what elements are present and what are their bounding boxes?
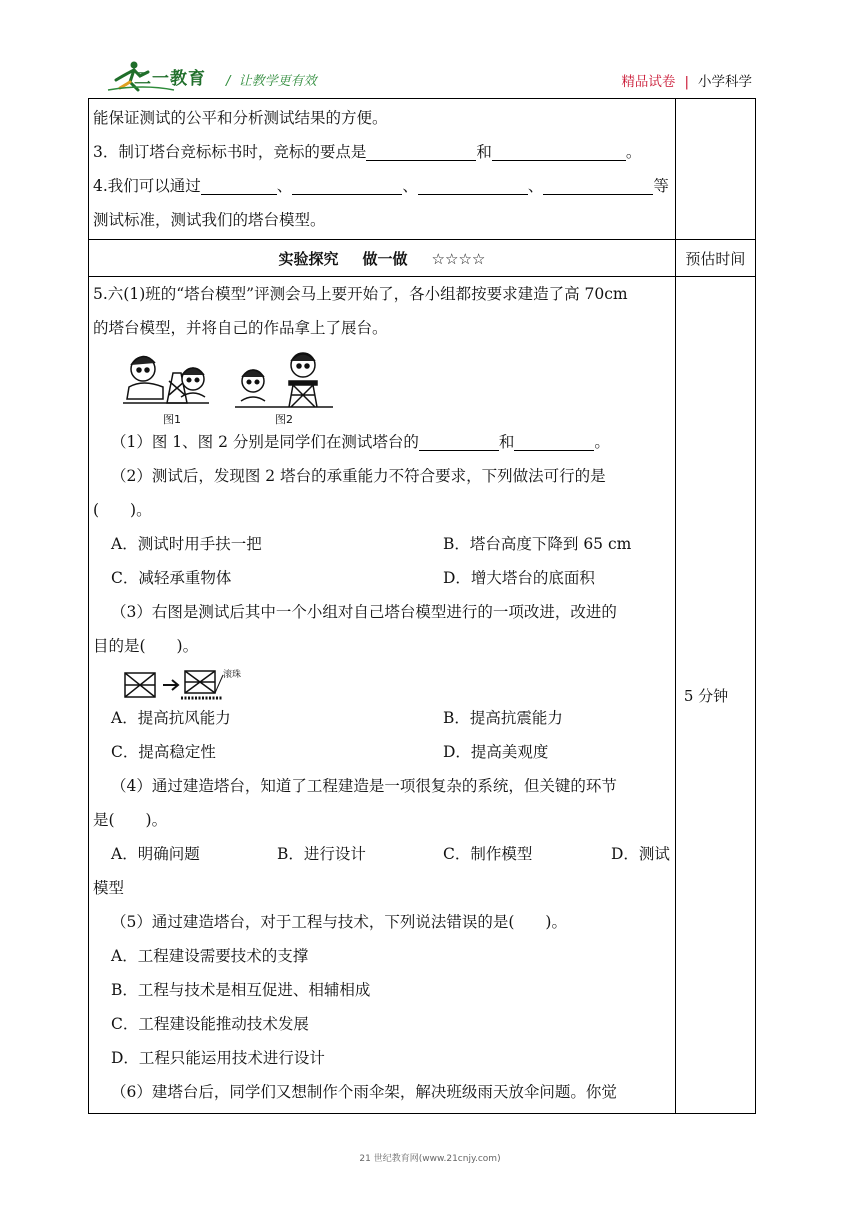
question-5-cell <box>89 277 676 1114</box>
answer-blank[interactable] <box>418 176 528 195</box>
ball-bearing-label: 滚珠 <box>223 670 242 680</box>
q5-part-3-options-cd <box>93 735 665 769</box>
answer-blank[interactable] <box>543 176 653 195</box>
option-a[interactable]: A．测试时用手扶一把 <box>111 535 262 553</box>
question-4: 4.我们可以通过 、 、 、 等 <box>93 177 669 195</box>
brand-label: 精品试卷 <box>621 74 676 90</box>
q5-part-3-options-ab <box>93 701 665 735</box>
question-3: 3．制订塔台竞标标书时，竞标的要点是 和 。 <box>93 143 642 161</box>
q5-part-2: （2）测试后，发现图 2 塔台的承重能力不符合要求，下列做法可行的是 <box>111 467 606 485</box>
q5-part-2-cont: ( )。 <box>93 501 152 519</box>
worksheet-table <box>88 98 756 1114</box>
top-time-cell <box>675 99 755 240</box>
subject-label: 小学科学 <box>698 74 752 90</box>
time-header: 预估时间 <box>675 240 755 277</box>
answer-blank[interactable] <box>292 176 402 195</box>
top-content-cell <box>89 99 676 240</box>
continued-text: 能保证测试的公平和分析测试结果的方便。 <box>93 109 388 127</box>
header-right <box>621 70 752 90</box>
answer-blank[interactable] <box>419 432 499 451</box>
option-c[interactable]: C．提高稳定性 <box>111 743 216 761</box>
section-header-row <box>89 240 756 277</box>
option-b[interactable]: B．工程与技术是相互促进、相辅相成 <box>111 981 371 999</box>
page-footer: 21 世纪教育网(www.21cnjy.com) <box>359 1154 501 1164</box>
option-c[interactable]: C．工程建设能推动技术发展 <box>111 1015 309 1033</box>
q5-intro-2: 的塔台模型，并将自己的作品拿上了展台。 <box>93 319 388 337</box>
top-row <box>89 99 756 240</box>
answer-blank[interactable] <box>492 142 626 161</box>
option-b[interactable]: B．塔台高度下降到 65 cm <box>443 535 632 553</box>
q5-part-3: （3）右图是测试后其中一个小组对自己塔台模型进行的一项改进，改进的 <box>111 603 617 621</box>
test-figures <box>123 351 665 425</box>
q5-part-4-option-d-cont: 模型 <box>93 879 125 897</box>
option-a[interactable]: A．工程建设需要技术的支撑 <box>111 947 309 965</box>
question-5-row <box>89 277 756 1114</box>
tower-improvement-figure <box>123 667 665 701</box>
estimated-time: 5 分钟 <box>675 277 755 1114</box>
children-testing-illustration <box>123 351 343 425</box>
section-title: 实验探究 做一做 ☆☆☆☆ <box>89 240 676 277</box>
tower-improvement-illustration <box>123 667 273 701</box>
answer-blank[interactable] <box>201 176 277 195</box>
q5-part-4-options <box>93 837 670 871</box>
option-d[interactable]: D．工程只能运用技术进行设计 <box>111 1049 325 1067</box>
question-4-cont: 测试标准，测试我们的塔台模型。 <box>93 211 326 229</box>
q5-part-5: （5）通过建造塔台，对于工程与技术，下列说法错误的是( )。 <box>111 913 567 931</box>
option-a[interactable]: A．明确问题 <box>111 845 200 863</box>
fig2-label: 图2 <box>275 413 293 425</box>
difficulty-stars: ☆☆☆☆ <box>431 249 486 268</box>
option-a[interactable]: A．提高抗风能力 <box>111 709 231 727</box>
page-header <box>88 58 756 98</box>
option-d[interactable]: D．增大塔台的底面积 <box>443 569 595 587</box>
figure-1 <box>123 356 209 403</box>
q5-part-3-cont: 目的是( )。 <box>93 637 199 655</box>
option-c[interactable]: C．制作模型 <box>443 845 533 863</box>
answer-blank[interactable] <box>514 432 594 451</box>
q5-part-2-options-ab <box>93 527 665 561</box>
slogan: / 让教学更有效 <box>226 74 317 89</box>
q5-part-1: （1）图 1、图 2 分别是同学们在测试塔台的 和 。 <box>111 433 610 451</box>
option-c[interactable]: C．减轻承重物体 <box>111 569 232 587</box>
figure-2 <box>235 353 333 407</box>
option-d[interactable]: D．测试 <box>611 845 670 863</box>
fig1-label: 图1 <box>163 413 181 425</box>
q5-part-6: （6）建塔台后，同学们又想制作个雨伞架，解决班级雨天放伞问题。你觉 <box>111 1083 617 1101</box>
option-d[interactable]: D．提高美观度 <box>443 743 549 761</box>
q5-part-4: （4）通过建造塔台，知道了工程建造是一项很复杂的系统，但关键的环节 <box>111 777 617 795</box>
q5-part-4-cont: 是( )。 <box>93 811 168 829</box>
q5-intro-1: 5.六(1)班的“塔台模型”评测会马上要开始了，各小组都按要求建造了高 70cm <box>93 285 628 303</box>
option-b[interactable]: B．进行设计 <box>277 845 366 863</box>
answer-blank[interactable] <box>366 142 476 161</box>
option-b[interactable]: B．提高抗震能力 <box>443 709 563 727</box>
header-separator: | <box>684 74 689 90</box>
logo-text: 二一教育 <box>134 69 206 89</box>
q5-part-2-options-cd <box>93 561 665 595</box>
